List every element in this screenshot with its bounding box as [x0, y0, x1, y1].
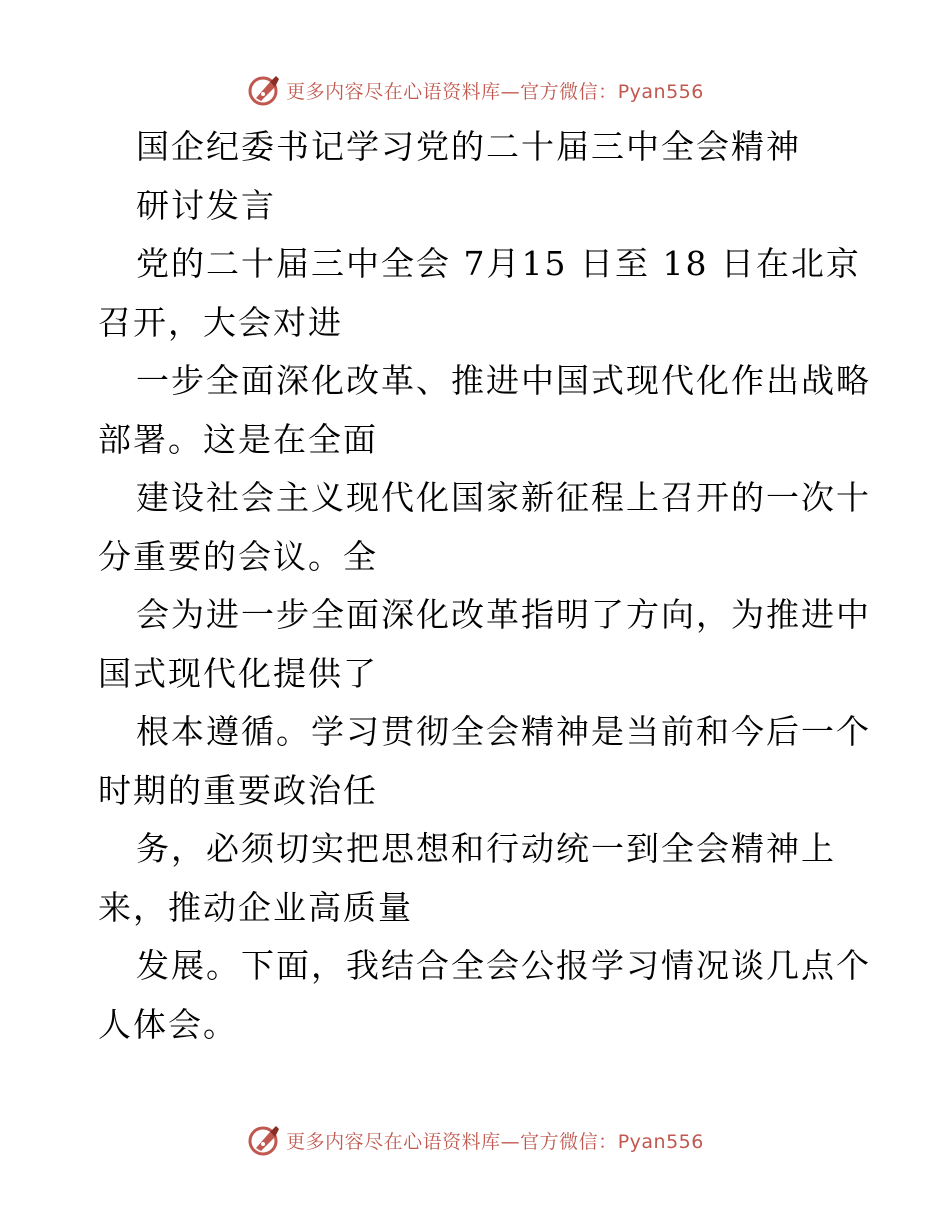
text-line: 一步全面深化改革、推进中国式现代化作出战略 — [136, 361, 871, 400]
text-line: 来，推动企业高质量 — [98, 887, 413, 927]
text-line: 会为进一步全面深化改革指明了方向，为推进中 — [136, 595, 871, 634]
text-line: 务，必须切实把思想和行动统一到全会精神上 — [136, 829, 836, 868]
pen-nib-logo-icon — [246, 72, 282, 108]
text-line: 分重要的会议。全 — [98, 536, 378, 576]
document-body — [98, 118, 871, 1054]
text-line: 根本遵循。学习贯彻全会精神是当前和今后一个 — [136, 712, 871, 751]
text-line: 部署。这是在全面 — [98, 419, 378, 459]
text-line: 建设社会主义现代化国家新征程上召开的一次十 — [136, 478, 871, 517]
text-line: 人体会。 — [98, 1004, 238, 1044]
text-line: 国式现代化提供了 — [98, 653, 378, 693]
text-line: 国企纪委书记学习党的二十届三中全会精神 — [136, 127, 801, 166]
wechat-handle: Pyan556 — [617, 80, 704, 103]
header-watermark — [0, 70, 950, 110]
pen-nib-logo-icon — [246, 1122, 282, 1158]
text-line: 召开，大会对进 — [98, 302, 343, 342]
watermark-text: 更多内容尽在心语资料库—官方微信：Pyan556 — [286, 1130, 704, 1153]
text-line: 研讨发言 — [136, 185, 276, 225]
wechat-handle: Pyan556 — [617, 1130, 704, 1153]
text-line: 发展。下面，我结合全会公报学习情况谈几点个 — [136, 946, 871, 985]
footer-watermark — [0, 1120, 950, 1160]
watermark-text: 更多内容尽在心语资料库—官方微信：Pyan556 — [286, 80, 704, 103]
text-line: 党的二十届三中全会 7月15 日至 18 日在北京 — [136, 244, 861, 283]
text-line: 时期的重要政治任 — [98, 770, 378, 810]
